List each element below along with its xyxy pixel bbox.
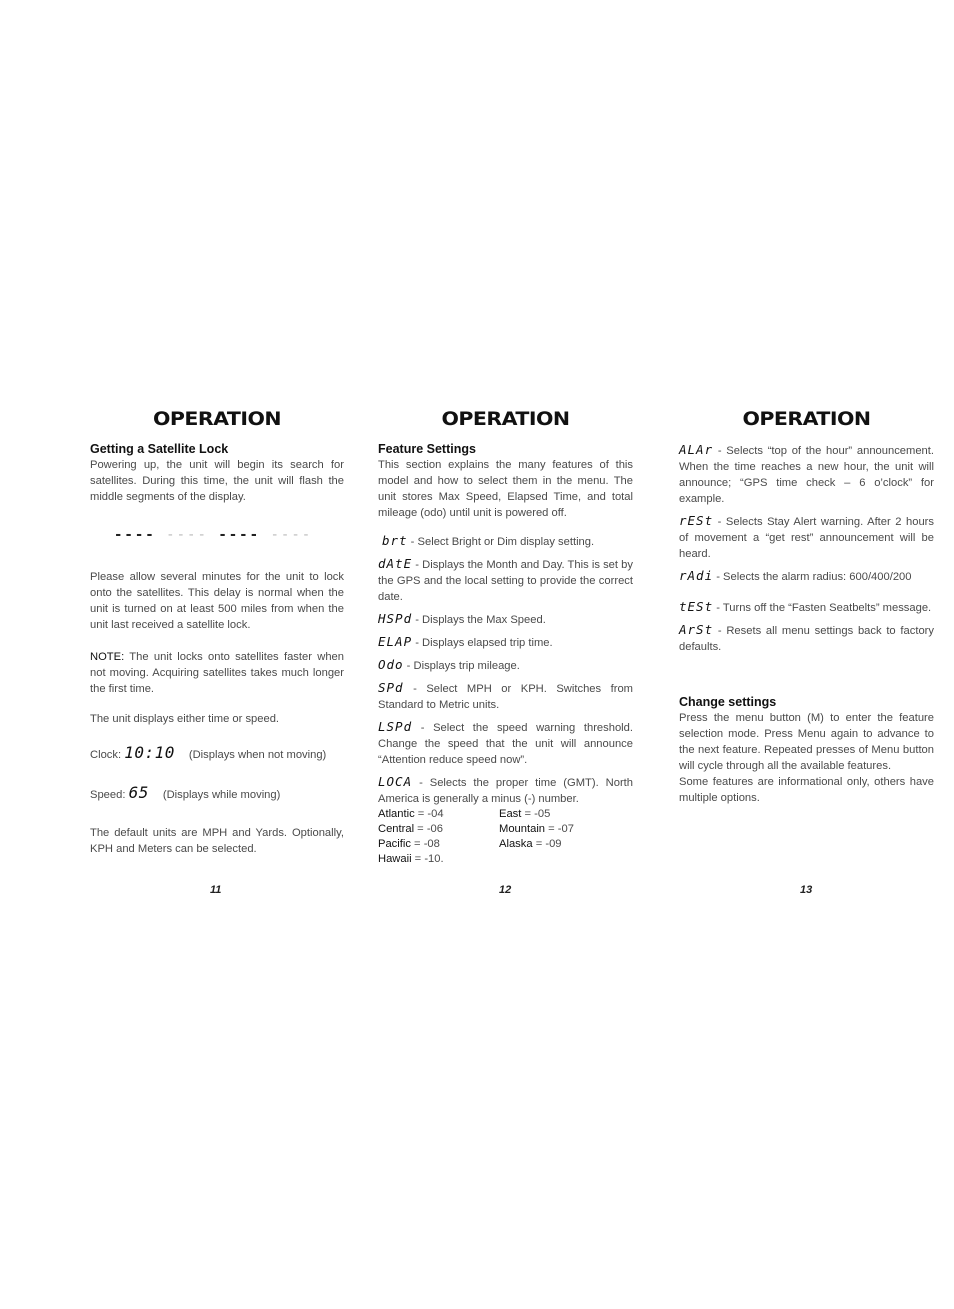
setting-item (378, 774, 633, 807)
page-13 (679, 408, 934, 806)
setting-desc: - Displays the Month and Day. This is set by the GPS and the local setting to provide the correct date. (378, 559, 633, 603)
timezone-row (378, 852, 633, 867)
section-title: Feature Settings (378, 442, 476, 456)
paragraph: Powering up, the unit will begin its search for satellites. During this time, the unit will flash the middle segments of the display. (90, 459, 344, 503)
segment-group: ---- (270, 527, 313, 543)
timezone-name: Pacific (378, 838, 411, 850)
timezone-offset: = -05 (521, 808, 551, 820)
setting-code: brt (382, 533, 408, 548)
setting-item (679, 513, 934, 562)
page-12 (378, 408, 633, 867)
segment-group: ---- (114, 527, 156, 543)
timezone-row (378, 807, 633, 822)
setting-desc: - Select the speed warning threshold. Change the speed that the unit will announce “Attention reduce speed now”. (378, 722, 633, 766)
timezone-cell (499, 822, 620, 837)
timezone-cell (378, 852, 499, 867)
paragraph: The unit displays either time or speed. (90, 713, 280, 725)
setting-item (679, 568, 934, 585)
setting-item (679, 622, 934, 655)
setting-item (679, 442, 934, 507)
page-number: 12 (499, 884, 512, 896)
section-title: Change settings (679, 695, 777, 709)
speed-lcd-value: 65 (128, 783, 149, 802)
clock-lcd-value: 10:10 (124, 743, 175, 762)
setting-code: dAtE (378, 556, 413, 571)
timezone-name: Hawaii (378, 853, 412, 865)
timezone-offset: = -06 (414, 823, 443, 835)
setting-code: rESt (679, 513, 714, 528)
setting-item (378, 719, 633, 768)
setting-code: ArSt (679, 622, 714, 637)
setting-code: HSPd (378, 611, 413, 626)
setting-desc: - Selects the alarm radius: 600/400/200 (713, 571, 912, 583)
clock-desc: (Displays when not moving) (188, 749, 327, 761)
timezone-cell (378, 837, 499, 852)
setting-code: tESt (679, 599, 714, 614)
timezone-cell (499, 837, 620, 852)
page-11 (90, 408, 344, 857)
timezone-name: Atlantic (378, 808, 415, 820)
segment-group: ---- (166, 527, 208, 543)
paragraph: Press the menu button (M) to enter the feature selection mode. Press Menu again to advance to the next feature. Repeated presses of Menu button will cycle through all the available features. (679, 712, 934, 772)
setting-code: Odo (378, 657, 404, 672)
timezone-name: Central (378, 823, 415, 835)
page-heading: OPERATION (153, 408, 281, 430)
setting-item (679, 599, 934, 616)
note-paragraph (90, 649, 344, 697)
timezone-row (378, 837, 633, 852)
timezone-name: East (499, 808, 522, 820)
setting-desc: - Displays the Max Speed. (412, 614, 546, 626)
timezone-cell (378, 807, 499, 822)
timezone-offset: = -10. (411, 853, 444, 865)
setting-desc: - Select MPH or KPH. Switches from Standard to Metric units. (378, 683, 633, 711)
timezone-offset: = -04 (414, 808, 444, 820)
setting-item (378, 680, 633, 713)
speed-label: Speed: (90, 789, 129, 801)
setting-desc: - Selects the proper time (GMT). North America is generally a minus (-) number. (378, 777, 633, 805)
paragraph: Please allow several minutes for the unit to lock onto the satellites. This delay is normal when the unit is turned on at least 500 miles from when the unit last received a satellite lock. (90, 571, 344, 631)
timezone-name: Alaska (499, 838, 533, 850)
paragraph: Some features are informational only, others have multiple options. (679, 776, 934, 804)
paragraph: This section explains the many features of this model and how to select them in the menu. The unit stores Max Speed, Elapsed Time, and total mileage (odo) until unit is powered off. (378, 459, 633, 519)
timezone-offset: = -09 (532, 838, 562, 850)
setting-desc: - Selects “top of the hour” announcement. When the time reaches a new hour, the unit will announce; “GPS time check – 6 o’clock” for example. (679, 445, 934, 505)
timezone-cell (499, 807, 620, 822)
setting-code: SPd (378, 680, 404, 695)
setting-item (378, 533, 633, 550)
speed-desc: (Displays while moving) (162, 789, 281, 801)
timezone-cell (378, 822, 499, 837)
page-number: 13 (800, 884, 813, 896)
setting-desc: - Displays trip mileage. (403, 660, 520, 672)
clock-line (90, 745, 344, 763)
setting-code: ELAP (378, 634, 413, 649)
setting-item (378, 657, 633, 674)
setting-desc: - Displays elapsed trip time. (412, 637, 553, 649)
setting-code: LSPd (378, 719, 413, 734)
page-heading: OPERATION (742, 408, 871, 430)
timezone-name: Mountain (499, 823, 546, 835)
setting-desc: - Select Bright or Dim display setting. (407, 536, 595, 548)
section-title: Getting a Satellite Lock (90, 442, 229, 456)
setting-code: rAdi (679, 568, 714, 583)
setting-code: ALAr (679, 442, 714, 457)
setting-desc: - Turns off the “Fasten Seatbelts” message. (713, 602, 932, 614)
page-number: 11 (210, 884, 222, 896)
setting-item (378, 556, 633, 605)
setting-item (378, 611, 633, 628)
paragraph: The default units are MPH and Yards. Optionally, KPH and Meters can be selected. (90, 827, 344, 855)
setting-desc: - Selects Stay Alert warning. After 2 hours of movement a “get rest” announcement will be heard. (679, 516, 934, 560)
flashing-segments-display (114, 527, 344, 543)
timezone-table (378, 807, 633, 867)
setting-code: LOCA (378, 774, 413, 789)
timezone-offset: = -08 (410, 838, 440, 850)
timezone-row (378, 822, 633, 837)
setting-desc: - Resets all menu settings back to factory defaults. (679, 625, 934, 653)
segment-group: ---- (218, 527, 261, 543)
setting-item (378, 634, 633, 651)
speed-line (90, 785, 344, 803)
note-label: NOTE: (90, 651, 125, 663)
page-heading: OPERATION (441, 408, 570, 430)
note-text: The unit locks onto satellites faster when not moving. Acquiring satellites takes much longer the first time. (90, 651, 344, 695)
timezone-offset: = -07 (545, 823, 574, 835)
clock-label: Clock: (90, 749, 125, 761)
